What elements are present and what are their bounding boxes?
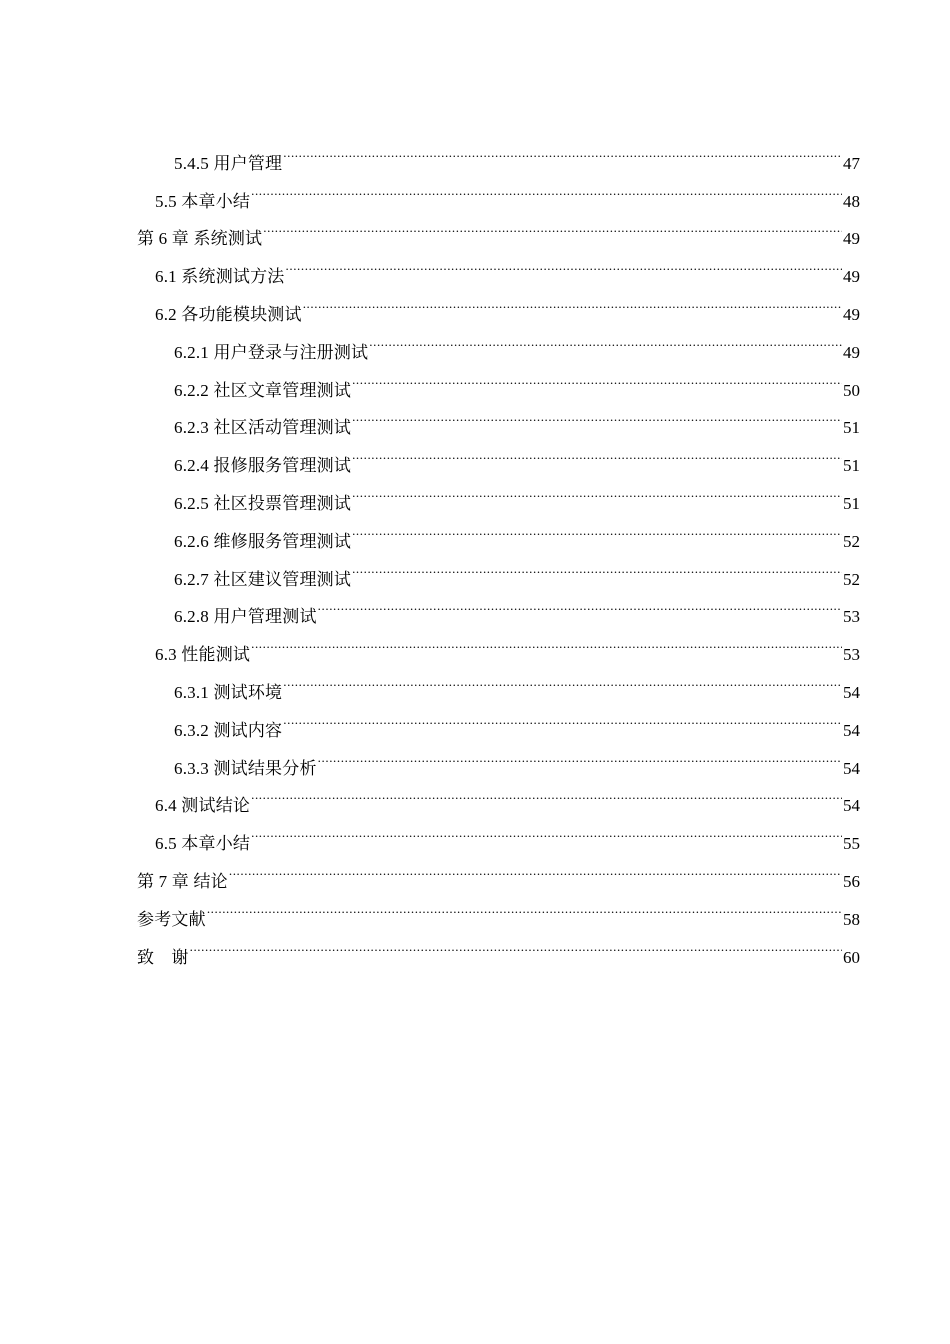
toc-entry-title: 6.3 性能测试: [155, 645, 251, 665]
toc-dot-leader: [352, 471, 842, 509]
toc-dot-leader: [207, 887, 842, 925]
toc-page-number: 49: [843, 229, 860, 249]
toc-dot-leader: [303, 282, 842, 320]
toc-entry-title: 6.3.3 测试结果分析: [174, 758, 317, 778]
toc-entry-title: 第 7 章 结论: [137, 871, 228, 891]
toc-entry[interactable]: [137, 849, 860, 891]
toc-dot-leader: [283, 660, 842, 698]
toc-page-number: 60: [843, 947, 860, 967]
toc-entry-title: 6.2.2 社区文章管理测试: [174, 380, 352, 400]
toc-entry-title: 6.2.1 用户登录与注册测试: [174, 342, 369, 362]
toc-dot-leader: [369, 320, 842, 358]
toc-entry-title: 6.3.2 测试内容: [174, 720, 283, 740]
toc-page-number: 54: [843, 796, 860, 816]
toc-entry-title: 6.2.5 社区投票管理测试: [174, 493, 352, 513]
toc-dot-leader: [283, 698, 842, 736]
toc-page-number: 54: [843, 682, 860, 702]
toc-page-number: 47: [843, 153, 860, 173]
toc-page-number: 58: [843, 909, 860, 929]
toc-dot-leader: [286, 244, 843, 282]
toc-entry-title: 6.2.7 社区建议管理测试: [174, 569, 352, 589]
toc-entry-title: 6.4 测试结论: [155, 796, 251, 816]
toc-entry-title: 5.5 本章小结: [155, 191, 251, 211]
toc-page-number: 56: [843, 871, 860, 891]
toc-entry-title: 致 谢: [137, 947, 189, 967]
toc-dot-leader: [352, 358, 842, 396]
toc-entry[interactable]: [137, 887, 860, 929]
toc-page-number: 52: [843, 531, 860, 551]
toc-page-number: 48: [843, 191, 860, 211]
toc-page-number: 54: [843, 758, 860, 778]
toc-entry-title: 6.2.6 维修服务管理测试: [174, 531, 352, 551]
toc-entry-title: 6.2.4 报修服务管理测试: [174, 456, 352, 476]
toc-page-number: 51: [843, 418, 860, 438]
toc-entry-title: 参考文献: [137, 909, 206, 929]
toc-page-number: 50: [843, 380, 860, 400]
toc-entry-title: 6.1 系统测试方法: [155, 267, 285, 287]
toc-entry-title: 第 6 章 系统测试: [137, 229, 263, 249]
toc-entry-title: 6.3.1 测试环境: [174, 682, 283, 702]
toc-entry-title: 6.2 各功能模块测试: [155, 304, 302, 324]
toc-entry[interactable]: [137, 925, 860, 967]
toc-dot-leader: [352, 509, 842, 547]
toc-entry-title: 6.2.3 社区活动管理测试: [174, 418, 352, 438]
toc-page-number: 51: [843, 456, 860, 476]
toc-dot-leader: [352, 433, 842, 471]
toc-dot-leader: [318, 736, 842, 774]
toc-dot-leader: [229, 849, 842, 887]
toc-entry-title: 5.4.5 用户管理: [174, 153, 283, 173]
toc-entry-title: 6.2.8 用户管理测试: [174, 607, 317, 627]
toc-page-number: 49: [843, 267, 860, 287]
toc-page-number: 49: [843, 304, 860, 324]
toc-dot-leader: [283, 131, 842, 169]
toc-dot-leader: [251, 774, 842, 812]
toc-page-number: 53: [843, 645, 860, 665]
toc-dot-leader: [263, 207, 842, 245]
toc-dot-leader: [251, 169, 842, 207]
toc-page-number: 52: [843, 569, 860, 589]
toc-dot-leader: [352, 396, 842, 434]
table-of-contents: [137, 131, 860, 967]
toc-page-number: 55: [843, 834, 860, 854]
toc-dot-leader: [352, 547, 842, 585]
toc-entry[interactable]: [137, 131, 860, 173]
toc-page-number: 51: [843, 493, 860, 513]
toc-page-number: 53: [843, 607, 860, 627]
toc-page-number: 49: [843, 342, 860, 362]
toc-dot-leader: [251, 622, 842, 660]
toc-dot-leader: [251, 811, 842, 849]
toc-dot-leader: [318, 585, 842, 623]
toc-dot-leader: [190, 925, 842, 963]
toc-page-number: 54: [843, 720, 860, 740]
toc-entry-title: 6.5 本章小结: [155, 834, 251, 854]
